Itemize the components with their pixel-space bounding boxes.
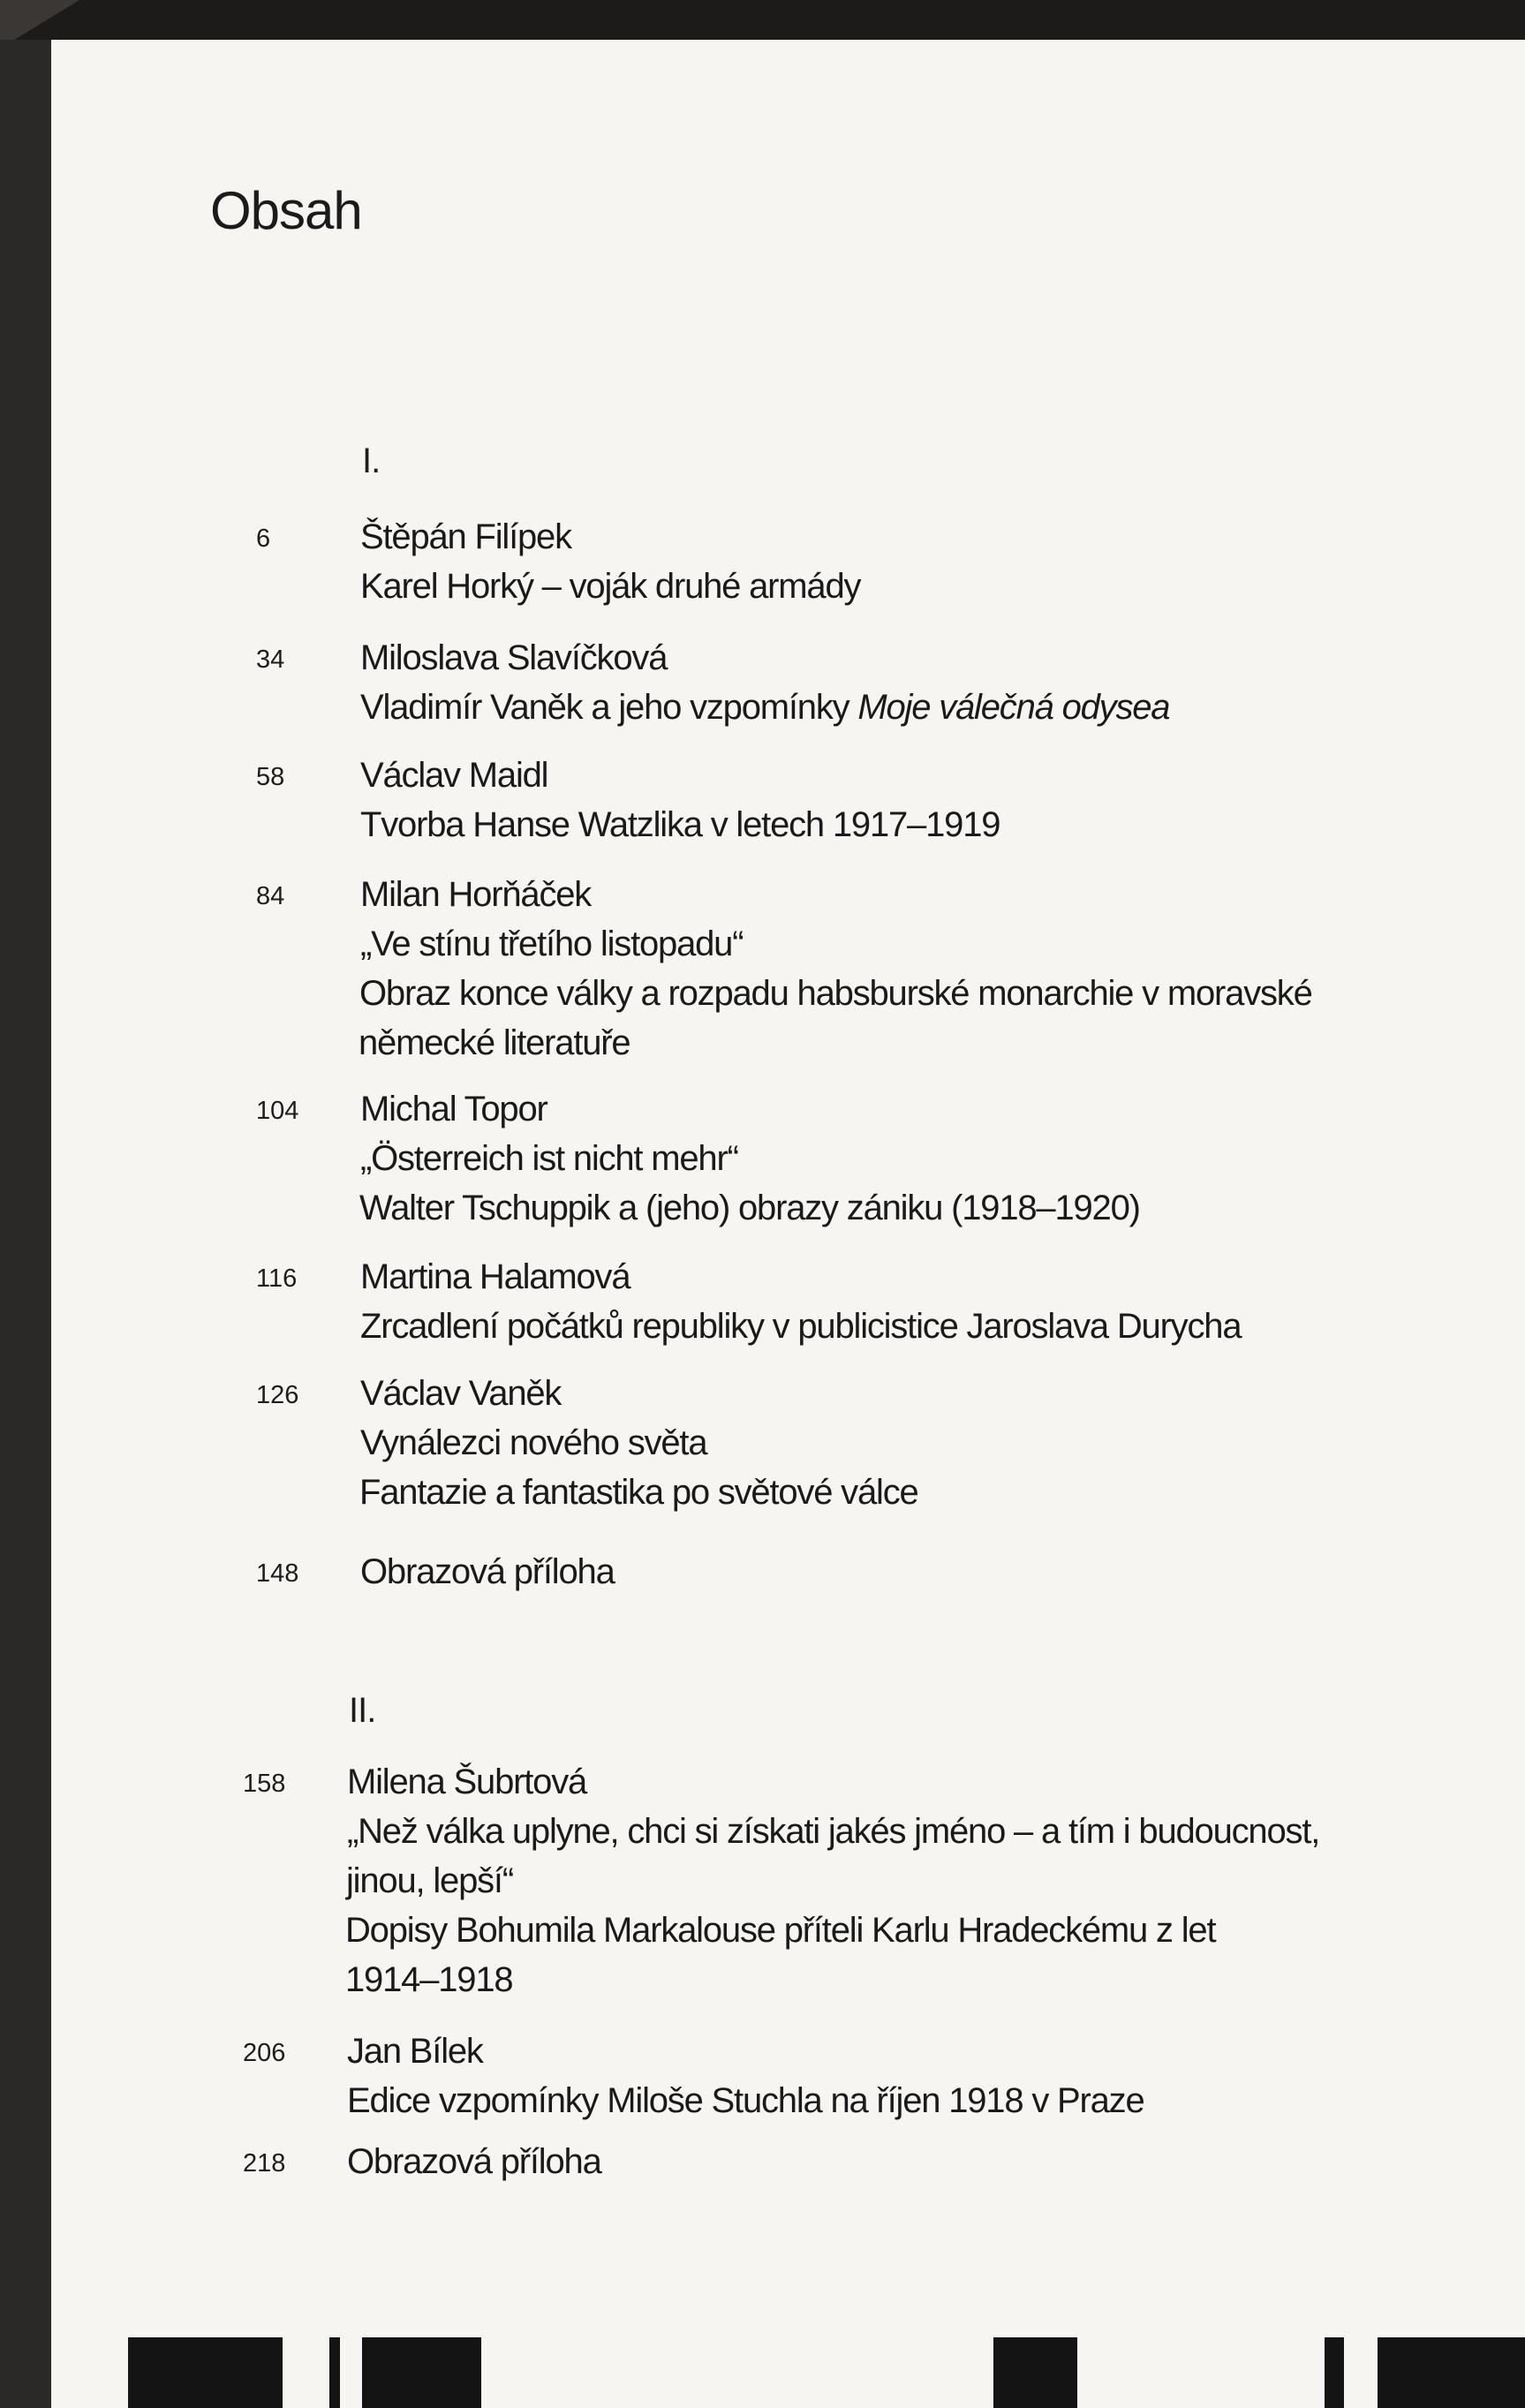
toc-title-line xyxy=(345,1906,1215,1955)
toc-title-text: „Ve stínu třetího listopadu“ xyxy=(360,925,744,963)
toc-title-text: jinou, lepší“ xyxy=(346,1861,513,1900)
toc-title-line xyxy=(359,969,1312,1018)
toc-title-line xyxy=(346,1856,513,1906)
toc-title-text: Obraz konce války a rozpadu habsburské monarchie v moravské xyxy=(359,974,1312,1013)
scan-bottom-bar xyxy=(1378,2337,1525,2408)
toc-author: Václav Vaněk xyxy=(360,1374,562,1413)
toc-title-line xyxy=(359,1183,1140,1233)
scan-left-edge xyxy=(0,40,51,2408)
toc-page-number: 206 xyxy=(243,2039,286,2067)
toc-title-line xyxy=(347,2076,1144,2125)
toc-author: Jan Bílek xyxy=(347,2032,483,2071)
scan-bottom-bar xyxy=(993,2337,1077,2408)
scan-bottom-bar xyxy=(1325,2337,1344,2408)
toc-title-line xyxy=(360,683,1169,732)
toc-author: Milan Horňáček xyxy=(360,875,592,914)
toc-author: Martina Halamová xyxy=(360,1257,630,1296)
toc-page-number: 58 xyxy=(256,763,285,791)
toc-author: Štěpán Filípek xyxy=(360,517,571,556)
toc-title-text: Edice vzpomínky Miloše Stuchla na říjen 1918 v Praze xyxy=(347,2081,1144,2120)
toc-title-line xyxy=(360,1302,1241,1351)
section-label: II. xyxy=(349,1691,376,1730)
toc-page-number: 158 xyxy=(243,1770,286,1798)
page-title: Obsah xyxy=(210,181,362,240)
toc-page-number: 126 xyxy=(256,1381,299,1409)
scan-bottom-bar xyxy=(329,2337,340,2408)
toc-page-number: 6 xyxy=(256,525,271,553)
toc-title-italic: Moje válečná odysea xyxy=(857,688,1170,727)
toc-title-text: Dopisy Bohumila Markalouse příteli Karlu Hradeckému z let xyxy=(345,1911,1216,1950)
toc-page-number: 218 xyxy=(243,2149,286,2178)
toc-title-text: 1914–1918 xyxy=(345,1960,513,1999)
scan-bottom-bar xyxy=(362,2337,481,2408)
toc-page-number: 148 xyxy=(256,1559,299,1588)
toc-author: Obrazová příloha xyxy=(347,2142,601,2181)
toc-title-text: Vladimír Vaněk a jeho vzpomínky xyxy=(360,688,849,727)
toc-title-line xyxy=(359,1468,918,1517)
toc-title-line xyxy=(360,800,1000,849)
toc-author: Michal Topor xyxy=(360,1090,547,1129)
toc-title-text: Zrcadlení počátků republiky v publicistice Jaroslava Durycha xyxy=(360,1307,1242,1346)
toc-title-text: Vynálezci nového světa xyxy=(360,1423,707,1462)
toc-title-line xyxy=(360,1418,706,1468)
toc-author: Obrazová příloha xyxy=(360,1552,615,1591)
section-label: I. xyxy=(362,442,381,480)
toc-title-text: Walter Tschuppik a (jeho) obrazy zániku (1918–1920) xyxy=(359,1189,1140,1227)
toc-title-line xyxy=(345,1955,512,2004)
toc-page-number: 104 xyxy=(256,1097,299,1125)
toc-author: Václav Maidl xyxy=(360,756,548,795)
toc-title-text: Tvorba Hanse Watzlika v letech 1917–1919 xyxy=(360,805,1000,844)
toc-title-text: „Österreich ist nicht mehr“ xyxy=(360,1139,738,1178)
scan-bottom-bar xyxy=(128,2337,283,2408)
toc-page-number: 84 xyxy=(256,882,285,910)
toc-title-text: německé literatuře xyxy=(359,1023,630,1062)
toc-title-text: „Než válka uplyne, chci si získati jakés jméno – a tím i budoucnost, xyxy=(347,1812,1320,1851)
toc-title-text: Karel Horký – voják druhé armády xyxy=(360,567,861,606)
toc-title-line xyxy=(347,1807,1319,1856)
toc-page-number: 34 xyxy=(256,645,285,674)
toc-title-text: Fantazie a fantastika po světové válce xyxy=(359,1473,918,1512)
toc-author: Miloslava Slavíčková xyxy=(360,638,668,677)
toc-author: Milena Šubrtová xyxy=(347,1763,587,1801)
toc-title-line xyxy=(360,1134,738,1183)
toc-title-line xyxy=(360,562,860,611)
toc-title-line xyxy=(360,919,743,969)
toc-page-number: 116 xyxy=(256,1264,298,1293)
toc-title-line xyxy=(359,1018,630,1068)
